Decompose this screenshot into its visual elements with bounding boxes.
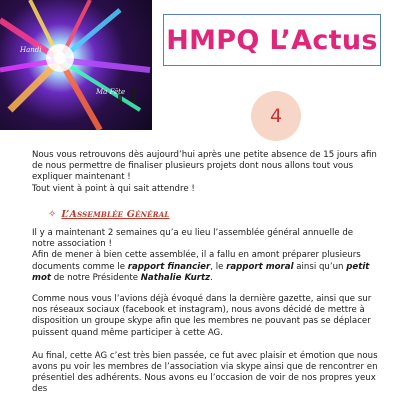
paragraph-4: Au final, cette AG c’est très bien passée, ce fut avec plaisir et émotion que nous avons pu voir les membres de l’association via skype ainsi que de rencontrer en présentiel des adhérents. Nous avons eu l’occasion de voir de nos propres yeux des bbox=[32, 350, 378, 395]
p2-text-e: . bbox=[210, 272, 213, 283]
paragraph-3: Comme nous vous l’avions déjà évoqué dans la dernière gazette, ainsi que sur nos réseaux sociaux (facebook et instagram), nous avons décidé de mettre à disposition un groupe skype afin que les membres ne pouvant pas se déplacer puissent quand même participer à cette AG. bbox=[32, 294, 372, 338]
rapport-financier: rapport financier bbox=[127, 261, 211, 272]
issue-number-badge bbox=[251, 91, 301, 141]
p2-text-b: , le bbox=[210, 261, 227, 272]
intro-paragraph bbox=[32, 150, 378, 195]
diamond-bullet-icon: ✧ bbox=[48, 208, 57, 220]
p2-text-c: ainsi qu’un bbox=[293, 261, 347, 272]
article-body bbox=[32, 150, 378, 396]
president-name: Nathalie Kurtz bbox=[140, 272, 211, 283]
newsletter-title: HMPQ L’Actus bbox=[166, 24, 378, 56]
p2-text-d: de notre Présidente bbox=[50, 272, 141, 283]
intro-line-2: Tout vient à point à qui sait attendre ! bbox=[32, 183, 195, 194]
intro-line-1: Nous vous retrouvons dès aujourd’hui après une petite absence de 15 jours afin de nous permettre de finaliser plusieurs projets dont nous allons tout vous expliquer maintenant ! bbox=[32, 150, 377, 183]
paragraph-2 bbox=[32, 250, 378, 284]
section-heading bbox=[48, 209, 378, 220]
issue-number: 4 bbox=[269, 105, 283, 127]
association-logo-image bbox=[0, 0, 152, 130]
logo-word-right: Ma Fête bbox=[96, 88, 126, 96]
petit-mot: petit mot bbox=[32, 261, 370, 283]
rapport-moral: rapport moral bbox=[226, 261, 294, 272]
section-title: L’Assemblée Général bbox=[61, 208, 170, 220]
newsletter-title-box bbox=[163, 14, 381, 66]
logo-art bbox=[0, 0, 152, 130]
logo-word-left: Handi bbox=[20, 46, 42, 54]
p2-text-a: Afin de mener à bien cette assemblée, il a fallu en amont préparer plusieurs documents comme le bbox=[32, 250, 361, 272]
paragraph-1: Il y a maintenant 2 semaines qu’a eu lieu l’assemblée général annuelle de notre association ! bbox=[32, 228, 354, 250]
